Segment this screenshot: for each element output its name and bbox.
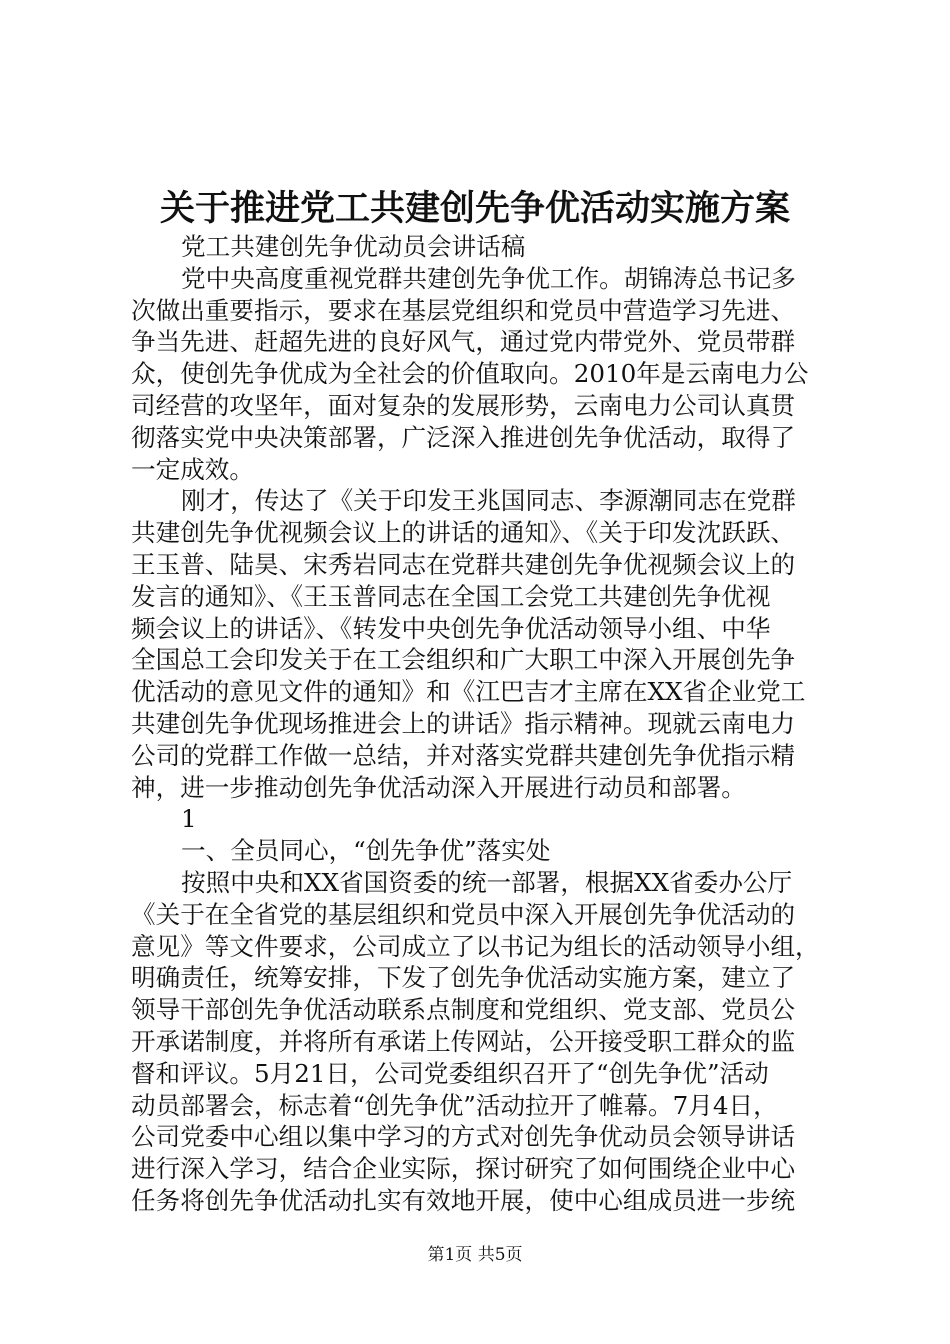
text-line: 意见》等文件要求，公司成立了以书记为组长的活动领导小组， [131, 931, 820, 961]
text-line: 领导干部创先争优活动联系点制度和党组织、党支部、党员公 [131, 995, 796, 1025]
text-line: 《关于在全省党的基层组织和党员中深入开展创先争优活动的 [131, 899, 796, 929]
text-line: 频会议上的讲话》、《转发中央创先争优活动领导小组、中华 [131, 613, 771, 643]
text-line: 按照中央和XX省国资委的统一部署，根据XX省委办公厅 [181, 867, 793, 897]
text-line: 党工共建创先争优动员会讲话稿 [181, 232, 526, 261]
text-line: 共建创先争优视频会议上的讲话的通知》、《关于印发沈跃跃、 [131, 518, 796, 548]
text-line: 次做出重要指示，要求在基层党组织和党员中营造学习先进、 [131, 295, 796, 325]
text-line: 司经营的攻坚年，面对复杂的发展形势，云南电力公司认真贯 [131, 390, 796, 420]
text-line: 众，使创先争优成为全社会的价值取向。2010年是云南电力公 [131, 359, 809, 389]
text-line: 刚才，传达了《关于印发王兆国同志、李源潮同志在党群 [181, 486, 796, 516]
text-line: 争当先进、赶超先进的良好风气，通过党内带党外、党员带群 [131, 327, 796, 357]
text-line: 王玉普、陆昊、宋秀岩同志在党群共建创先争优视频会议上的 [131, 549, 796, 579]
document-title: 关于推进党工共建创先争优活动实施方案 [159, 189, 790, 229]
text-line: 全国总工会印发关于在工会组织和广大职工中深入开展创先争 [131, 645, 796, 675]
text-line: 动员部署会，标志着“创先争优”活动拉开了帷幕。7月4日， [131, 1090, 778, 1120]
text-line: 共建创先争优现场推进会上的讲话》指示精神。现就云南电力 [131, 708, 796, 738]
text-line: 一、全员同心，“创先争优”落实处 [181, 836, 551, 866]
text-line: 明确责任，统筹安排，下发了创先争优活动实施方案，建立了 [131, 963, 796, 993]
text-line: 发言的通知》、《王玉普同志在全国工会党工共建创先争优视 [131, 581, 771, 611]
text-line: 一定成效。 [131, 454, 254, 484]
text-line: 彻落实党中央决策部署，广泛深入推进创先争优活动，取得了 [131, 422, 796, 452]
text-line: 公司党委中心组以集中学习的方式对创先争优动员会领导讲话 [131, 1122, 796, 1152]
text-line: 开承诺制度，并将所有承诺上传网站，公开接受职工群众的监 [131, 1026, 796, 1056]
document-body [131, 231, 831, 1217]
text-line: 1 [181, 804, 197, 834]
text-line: 督和评议。5月21日，公司党委组织召开了“创先争优”活动 [131, 1058, 769, 1088]
text-line: 公司的党群工作做一总结，并对落实党群共建创先争优指示精 [131, 740, 796, 770]
page-footer: 第1页 共5页 [427, 1245, 523, 1265]
text-line: 党中央高度重视党群共建创先争优工作。胡锦涛总书记多 [181, 263, 796, 293]
text-line: 优活动的意见文件的通知》和《江巴吉才主席在XX省企业党工 [131, 677, 806, 707]
text-line: 任务将创先争优活动扎实有效地开展，使中心组成员进一步统 [131, 1185, 796, 1215]
text-line: 神，进一步推动创先争优活动深入开展进行动员和部署。 [131, 772, 746, 802]
text-line: 进行深入学习，结合企业实际，探讨研究了如何围绕企业中心 [131, 1154, 796, 1184]
